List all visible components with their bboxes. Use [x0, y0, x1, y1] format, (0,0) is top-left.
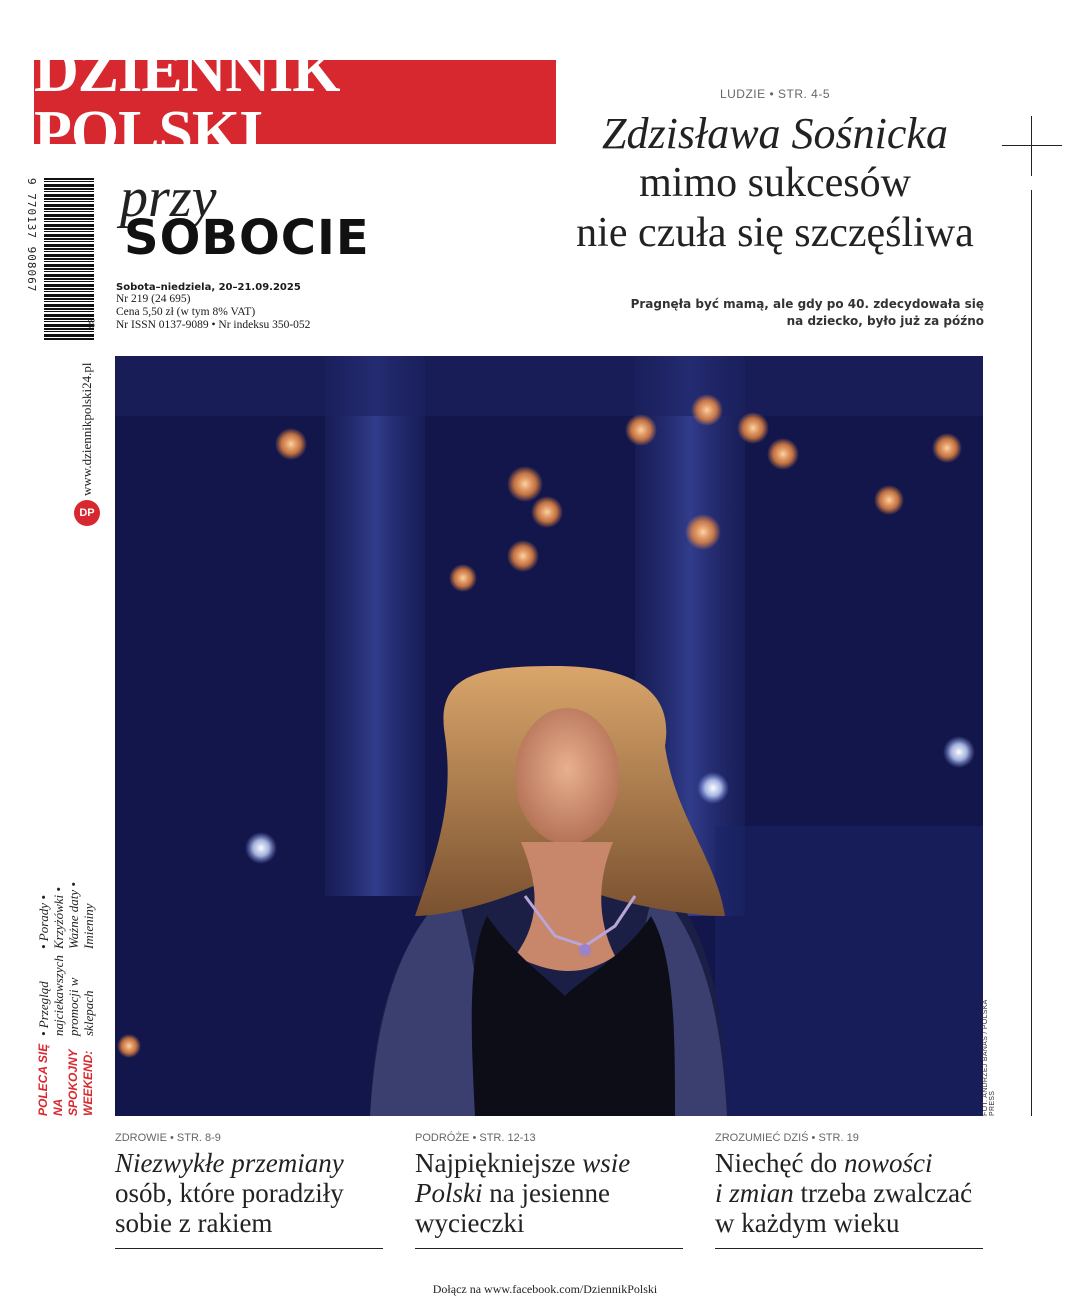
- issue-number: Nr 219 (24 695): [116, 293, 191, 305]
- teaser-title-italic: Niezwykłe przemiany: [115, 1148, 344, 1178]
- teaser-understand-today[interactable]: [715, 1132, 983, 1249]
- footer-facebook-link[interactable]: Dołącz na www.facebook.com/DziennikPolski: [432, 1282, 658, 1296]
- photo-credit: FOT. ANDRZEJ BANAŚ / POLSKA PRESS: [982, 999, 996, 1116]
- teaser-title-part: osób, które poradziły: [115, 1178, 344, 1208]
- section-name: SOBOCIE: [124, 210, 370, 266]
- lead-subtitle-line-1: Pragnęła być mamą, ale gdy po 40. zdecydowała się: [630, 297, 984, 311]
- teaser-rule: [415, 1248, 683, 1249]
- teaser-rule: [715, 1248, 983, 1249]
- teaser-title-italic: wsie: [582, 1148, 631, 1178]
- teaser-title-part: trzeba zwalczać w każdym wieku: [715, 1178, 973, 1238]
- lead-headline-line-1: mimo sukcesów: [639, 160, 911, 206]
- weekend-heading: POLECA SIĘ NA SPOKOJNY WEEKEND:: [36, 1043, 95, 1116]
- cover-photo[interactable]: [115, 356, 983, 1116]
- lead-headline-line-2: nie czuła się szczęśliwa: [576, 210, 974, 256]
- barcode-number: 9 770137 908067: [25, 178, 38, 293]
- dp-logo-icon: DP: [74, 500, 100, 526]
- week-number: 38: [86, 318, 96, 329]
- weekend-box: [36, 866, 96, 1116]
- teaser-title: [115, 1148, 383, 1238]
- lead-subtitle-line-2: na dziecko, było już za późno: [786, 314, 984, 328]
- teaser-title-italic: i zmian: [715, 1178, 794, 1208]
- teaser-title-italic: Polski: [415, 1178, 483, 1208]
- teaser-title-part: na jesienne wycieczki: [415, 1178, 610, 1238]
- teaser-title-italic: nowości: [843, 1148, 933, 1178]
- issue-issn: Nr ISSN 0137-9089 • Nr indeksu 350-052: [116, 319, 311, 331]
- teaser-kicker: ZROZUMIEĆ DZIŚ • STR. 19: [715, 1132, 859, 1144]
- issue-price: Cena 5,50 zł (w tym 8% VAT): [116, 306, 256, 318]
- site-url-link[interactable]: www.dziennikpolski24.pl: [79, 362, 94, 496]
- issue-info: [116, 282, 376, 332]
- teaser-health[interactable]: [115, 1132, 383, 1249]
- barcode-icon: [44, 178, 94, 340]
- issue-date: Sobota–niedziela, 20–21.09.2025: [116, 282, 301, 293]
- teaser-rule: [115, 1248, 383, 1249]
- teaser-travel[interactable]: [415, 1132, 683, 1249]
- teaser-title-part: Niechęć do: [715, 1148, 844, 1178]
- weekend-item-2: • Porady • Krzyżówki • Ważne daty • Imieniny: [36, 881, 96, 949]
- stage-photo-illustration: [115, 356, 983, 1116]
- lead-headline-name[interactable]: Zdzisława Sośnicka: [602, 109, 948, 158]
- masthead-title: DZIENNIK POLSKI: [34, 37, 340, 167]
- teaser-title-part: Najpiękniejsze: [415, 1148, 583, 1178]
- crop-mark-vertical: [1031, 116, 1032, 176]
- teaser-kicker: ZDROWIE • STR. 8-9: [115, 1132, 221, 1144]
- section-pre: przy: [120, 167, 217, 229]
- teaser-title-part: sobie z rakiem: [115, 1208, 273, 1238]
- right-margin-rule: [1031, 190, 1032, 1116]
- lead-subtitle: [600, 296, 984, 330]
- masthead[interactable]: [34, 37, 556, 167]
- lead-kicker: LUDZIE • STR. 4-5: [719, 87, 831, 101]
- teaser-title: [415, 1148, 683, 1238]
- teaser-title: [715, 1148, 983, 1238]
- crop-mark-horizontal: [1002, 145, 1062, 146]
- lead-headline[interactable]: [540, 158, 1010, 258]
- teaser-kicker: PODRÓŻE • STR. 12-13: [415, 1132, 536, 1144]
- weekend-item-1: • Przegląd najciekawszych promocji w sklepach: [36, 954, 96, 1036]
